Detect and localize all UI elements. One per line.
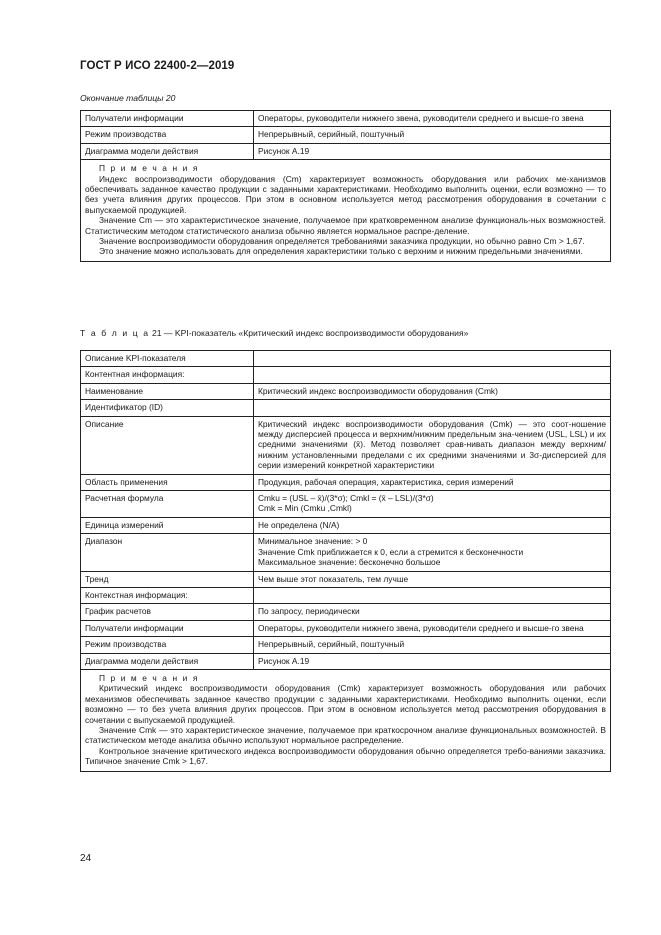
table-row xyxy=(81,653,611,669)
row-label: Получатели информации xyxy=(81,111,254,127)
row-value: Критический индекс воспроизводимости оборудования (Cmk) xyxy=(254,383,611,399)
row-label: Диапазон xyxy=(81,534,254,571)
table-row xyxy=(81,474,611,490)
row-label: Режим производства xyxy=(81,127,254,143)
note-paragraph: Значение Cm — это характеристическое значение, получаемое при кратковременном анализе функциональ-ных возможностей. Статистическим методом статистического анализа обычно является нормальное распре-деление. xyxy=(85,215,606,236)
table-row xyxy=(81,143,611,159)
description-text: Критический индекс воспроизводимости оборудования (Cmk) — это соот-ношение между дисперсией процесса и верхним/нижним предельным зна-чением (USL, LSL) и их средними значениями (x̄). Метод позволяет срав-нивать диапазон между верхним/нижним установленными пределами с их средними значениями и 3σ-дисперсией для серии измерений конкретной характеристики xyxy=(258,418,606,471)
table-20-continuation-caption: Окончание таблицы 20 xyxy=(80,93,176,103)
note-paragraph: Значение Cmk — это характеристическое значение, получаемое при краткосрочном анализе функциональных возможностей. В статистическом методе анализа обычно используют нормальное распределение. xyxy=(85,724,606,746)
table-row xyxy=(81,637,611,653)
row-label: Диаграмма модели действия xyxy=(81,143,254,159)
row-value: Рисунок А.19 xyxy=(254,653,611,669)
row-value: Непрерывный, серийный, поштучный xyxy=(254,637,611,653)
notes-cell xyxy=(81,669,611,771)
row-value xyxy=(254,367,611,383)
range-line: Минимальное значение: > 0 xyxy=(258,536,368,547)
row-label: Режим производства xyxy=(81,637,254,653)
row-value: Продукция, рабочая операция, характеристика, серия измерений xyxy=(254,474,611,490)
table-21-caption-label: Т а б л и ц а xyxy=(80,328,150,338)
row-value: Операторы, руководители нижнего звена, руководители среднего и высше-го звена xyxy=(254,111,611,127)
table-row xyxy=(81,491,611,518)
row-value xyxy=(254,491,611,518)
row-value xyxy=(254,587,611,603)
range-line: Максимальное значение: бесконечно большое xyxy=(258,557,441,568)
page-number: 24 xyxy=(80,853,92,864)
row-label: Диаграмма модели действия xyxy=(81,653,254,669)
notes-title: П р и м е ч а н и я xyxy=(99,163,199,174)
row-label: Наименование xyxy=(81,383,254,399)
table-row xyxy=(81,604,611,620)
range-line: Значение Cmk приближается к 0, если а стремится к бесконечности xyxy=(258,546,524,557)
table-row xyxy=(81,620,611,636)
row-label: Единица измерений xyxy=(81,517,254,533)
row-value: Не определена (N/A) xyxy=(254,517,611,533)
table-21-caption-text: 21 — KPI-показатель «Критический индекс воспроизводимости оборудования» xyxy=(151,328,469,338)
table-row xyxy=(81,517,611,533)
table-row xyxy=(81,416,611,474)
note-paragraph: Значение воспроизводимости оборудования определяется требованиями заказчика продукции, но обычно равно Cm > 1,67. xyxy=(99,236,585,247)
row-value: Непрерывный, серийный, поштучный xyxy=(254,127,611,143)
row-label: Получатели информации xyxy=(81,620,254,636)
formula-line: Cmk = Min (Cmku ,Cmkl) xyxy=(258,503,352,514)
table-21 xyxy=(80,350,611,772)
table-row xyxy=(81,127,611,143)
row-label: Область применения xyxy=(81,474,254,490)
note-paragraph: Критический индекс воспроизводимости оборудования (Cmk) характеризует возможность оборудования или рабочих механизмов обеспечивать заданное качество продукции с заданными характеристиками. Необходимо выполнить оценки, если возможно — то без учета влияния других процессов. При этом в основном используется метод рассмотрения оборудования в сочетании с выпускаемой продукцией. xyxy=(85,683,606,725)
row-label: Контентная информация: xyxy=(81,367,254,383)
row-value: Операторы, руководители нижнего звена, руководители среднего и высше-го звена xyxy=(254,620,611,636)
row-label: Описание KPI-показателя xyxy=(81,351,254,367)
row-label: График расчетов xyxy=(81,604,254,620)
table-row xyxy=(81,383,611,399)
row-value xyxy=(254,400,611,416)
row-value: Рисунок А.19 xyxy=(254,143,611,159)
table-21-caption xyxy=(80,328,468,338)
table-row xyxy=(81,351,611,367)
row-value: Чем выше этот показатель, тем лучше xyxy=(254,571,611,587)
table-row xyxy=(81,587,611,603)
row-value xyxy=(254,416,611,474)
notes-cell xyxy=(81,160,611,262)
row-label: Расчетная формула xyxy=(81,491,254,518)
note-paragraph: Индекс воспроизводимости оборудования (Cm) характеризует возможность оборудования или рабочих ме-ханизмов обеспечивать заданное качество продукции с заданными характеристиками. Необходимо выполнить оценки, если возможно — то без учета влияния других процессов. При этом в основном используется метод рассмотрения оборудования в сочетании с выпускаемой продукцией. xyxy=(85,173,606,215)
row-label: Описание xyxy=(81,416,254,474)
document-standard-header: ГОСТ Р ИСО 22400-2—2019 xyxy=(80,60,235,72)
row-label: Идентификатор (ID) xyxy=(81,400,254,416)
notes-row xyxy=(81,669,611,771)
row-value: По запросу, периодически xyxy=(254,604,611,620)
table-row xyxy=(81,367,611,383)
table-row xyxy=(81,111,611,127)
row-label: Тренд xyxy=(81,571,254,587)
row-value xyxy=(254,534,611,571)
row-label: Контекстная информация: xyxy=(81,587,254,603)
note-paragraph: Контрольное значение критического индекса воспроизводимости оборудования обычно определяется требо-ваниями заказчика. Типичное значение Cmk > 1,67. xyxy=(85,745,606,767)
notes-title: П р и м е ч а н и я xyxy=(99,672,199,683)
table-row xyxy=(81,534,611,571)
table-20-continuation xyxy=(80,110,611,262)
table-row xyxy=(81,400,611,416)
notes-row xyxy=(81,160,611,262)
formula-line: Cmku = (USL – x̄)/(3*σ); Cmkl = (x̄ – LSL)/(3*σ) xyxy=(258,493,434,504)
row-value xyxy=(254,351,611,367)
note-paragraph: Это значение можно использовать для определения характеристики только с верхним и нижним предельными значениями. xyxy=(99,246,583,257)
table-row xyxy=(81,571,611,587)
